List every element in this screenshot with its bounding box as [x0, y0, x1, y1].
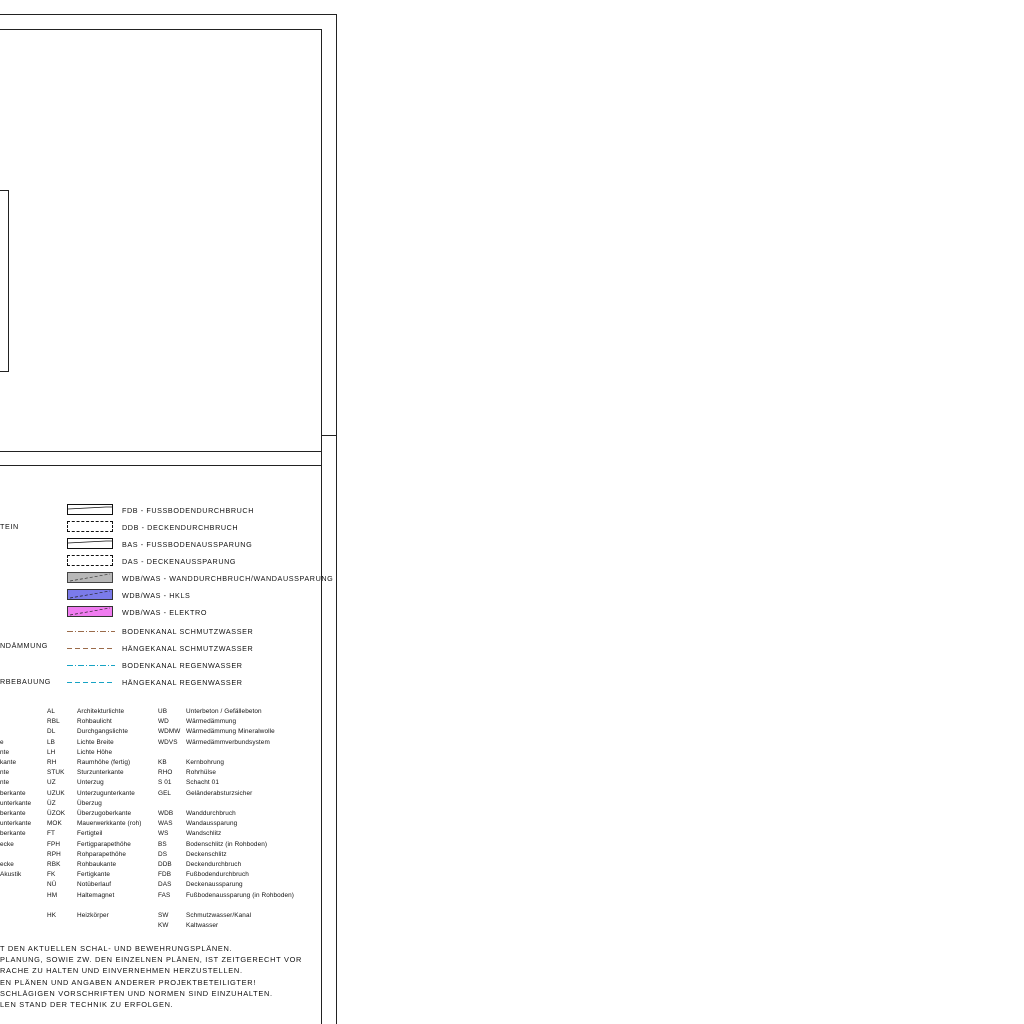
abbr-code: DS	[158, 850, 168, 858]
abbr-text: Sturzunterkante	[77, 769, 124, 777]
abbr-code: KB	[158, 759, 167, 766]
abbr-text: Mauerwerkkante (roh)	[77, 820, 142, 828]
legend-left-fragment: TEIN	[0, 522, 19, 531]
abbr-left-fragment: kante	[0, 759, 17, 766]
note-line: SCHLÄGIGEN VORSCHRIFTEN UND NORMEN SIND EINZUHALTEN.	[0, 989, 273, 998]
abbr-code: WDMW	[158, 728, 181, 736]
legend-label: BODENKANAL REGENWASSER	[122, 661, 243, 670]
abbr-code: WAS	[158, 820, 173, 828]
legend-label: WDB/WAS - ELEKTRO	[122, 608, 208, 617]
abbr-code: HM	[47, 891, 58, 899]
abbr-text: Überzugoberkante	[77, 810, 132, 817]
abbr-text: Fertigteil	[77, 830, 103, 838]
note-line: T DEN AKTUELLEN SCHAL- UND BEWEHRUNGSPLÄNEN.	[0, 944, 233, 953]
abbr-code: WDB	[158, 810, 174, 817]
partial-drawing-box	[0, 190, 9, 372]
legend-label: WDB/WAS - WANDDURCHBRUCH/WANDAUSSPARUNG	[122, 574, 334, 583]
abbr-code: DL	[47, 728, 56, 736]
swatch-diagonal	[68, 590, 112, 599]
legend-left-fragment: NDÄMMUNG	[0, 641, 48, 650]
abbr-code: FK	[47, 871, 56, 879]
swatch-wdb-was	[67, 572, 113, 583]
swatch-hkls	[67, 589, 113, 600]
abbr-code: MOK	[47, 820, 62, 828]
abbr-code: RBL	[47, 718, 60, 726]
note-line: RACHE ZU HALTEN UND EINVERNEHMEN HERZUSTELLEN.	[0, 966, 243, 975]
abbr-code: RBK	[47, 861, 61, 868]
abbr-code: STUK	[47, 769, 65, 777]
abbr-text: Heizkörper	[77, 912, 109, 919]
abbr-code: KW	[158, 922, 169, 930]
abbr-text: Wandaussparung	[186, 820, 238, 828]
abbr-text: Durchgangslichte	[77, 728, 128, 736]
legend-area-top	[0, 465, 322, 466]
legend-label: HÄNGEKANAL SCHMUTZWASSER	[122, 644, 254, 653]
abbr-code: ÜZOK	[47, 810, 66, 817]
legend-label: BAS - FUSSBODENAUSSPARUNG	[122, 540, 253, 549]
abbr-code: UZUK	[47, 789, 65, 797]
abbr-text: Wärmedämmung Mineralwolle	[186, 728, 275, 736]
abbr-text: Unterzug	[77, 779, 104, 787]
abbr-left-fragment: nte	[0, 748, 10, 756]
abbr-left-fragment: berkante	[0, 830, 26, 838]
abbr-code: RPH	[47, 850, 61, 858]
line-haengekanal-schmutzwasser	[67, 647, 115, 650]
legend-left-fragment: RBEBAUUNG	[0, 677, 51, 686]
legend-label: FDB - FUSSBODENDURCHBRUCH	[122, 506, 255, 515]
abbr-code: DAS	[158, 881, 172, 889]
abbr-code: BS	[158, 840, 167, 848]
abbr-code: FPH	[47, 840, 61, 848]
abbr-code: WS	[158, 830, 169, 838]
abbr-code: ÜZ	[47, 799, 56, 807]
abbr-code: HK	[47, 912, 57, 919]
abbr-code: FDB	[158, 871, 172, 879]
abbr-text: Schmutzwasser/Kanal	[186, 912, 252, 919]
abbr-code: AL	[47, 708, 56, 715]
swatch-bas	[67, 538, 113, 549]
abbr-code: SW	[158, 912, 169, 919]
abbr-text: Lichte Breite	[77, 738, 114, 746]
abbr-text: Bodenschlitz (in Rohboden)	[186, 840, 268, 848]
drawing-area-bottom	[0, 451, 322, 452]
legend-label: WDB/WAS - HKLS	[122, 591, 191, 600]
inner-top-border	[0, 29, 322, 30]
abbr-text: Raumhöhe (fertig)	[77, 759, 131, 766]
abbr-text: Unterzugunterkante	[77, 789, 135, 797]
abbr-code: RHO	[158, 769, 173, 777]
abbr-text: Schacht 01	[186, 779, 219, 787]
abbr-left-fragment: berkante	[0, 789, 26, 797]
abbr-code: RH	[47, 759, 57, 766]
abbr-left-fragment: ecke	[0, 861, 14, 868]
abbr-left-fragment: unterkante	[0, 820, 32, 828]
abbr-left-fragment: nte	[0, 779, 10, 787]
abbr-text: Deckendurchbruch	[186, 861, 242, 868]
abbr-left-fragment: unterkante	[0, 799, 32, 807]
abbr-text: Fußbodendurchbruch	[186, 871, 249, 879]
abbr-code: S 01	[158, 779, 172, 787]
abbr-text: Architekturlichte	[77, 708, 125, 715]
abbr-text: Fertigparapethöhe	[77, 840, 131, 848]
abbr-text: Rohparapethöhe	[77, 850, 127, 858]
abbr-left-fragment: ecke	[0, 840, 14, 848]
swatch-bas-corner	[68, 539, 112, 548]
abbr-left-fragment: e	[0, 738, 4, 746]
abbr-text: Geländerabsturzsicher	[186, 789, 253, 797]
swatch-fdb	[67, 504, 113, 515]
title-block-separator	[321, 435, 337, 436]
abbr-code: DDB	[158, 861, 172, 868]
swatch-fdb-corner	[68, 505, 112, 514]
line-bodenkanal-schmutzwasser	[67, 630, 115, 633]
legend-label: DDB - DECKENDURCHBRUCH	[122, 523, 239, 532]
abbr-code: NÜ	[47, 881, 57, 889]
abbr-code: UZ	[47, 779, 56, 787]
note-line: LEN STAND DER TECHNIK ZU ERFOLGEN.	[0, 1000, 174, 1009]
note-line: PLANUNG, SOWIE ZW. DEN EINZELNEN PLÄNEN, IST ZEITGERECHT VOR	[0, 955, 303, 964]
note-line: EN PLÄNEN UND ANGABEN ANDERER PROJEKTBETEILIGTER!	[0, 978, 257, 987]
abbr-text: Kaltwasser	[186, 922, 219, 930]
abbr-text: Rohrhülse	[186, 769, 217, 777]
abbr-text: Wandschlitz	[186, 830, 222, 838]
legend-label: DAS - DECKENAUSSPARUNG	[122, 557, 237, 566]
abbr-text: Überzug	[77, 799, 102, 807]
sheet-right-border	[336, 14, 337, 1024]
abbr-text: Fertigkante	[77, 871, 111, 879]
abbr-code: WD	[158, 718, 169, 726]
line-haengekanal-regenwasser	[67, 681, 115, 684]
legend-label: HÄNGEKANAL REGENWASSER	[122, 678, 243, 687]
abbr-code: FAS	[158, 891, 171, 899]
abbr-code: WDVS	[158, 738, 178, 746]
abbr-text: Kernbohrung	[186, 759, 225, 766]
abbr-text: Rohbaulicht	[77, 718, 112, 726]
abbr-text: Lichte Höhe	[77, 748, 113, 756]
abbr-text: Haltemagnet	[77, 891, 115, 899]
abbr-code: FT	[47, 830, 56, 838]
abbr-text: Fußbodenaussparung (in Rohboden)	[186, 891, 295, 899]
swatch-ddb	[67, 521, 113, 532]
abbr-text: Notüberlauf	[77, 881, 112, 889]
line-bodenkanal-regenwasser	[67, 664, 115, 667]
abbr-text: Unterbeton / Gefällebeton	[186, 708, 262, 715]
abbr-text: Wärmedämmverbundsystem	[186, 738, 270, 746]
sheet-top-border	[0, 14, 337, 15]
abbr-left-fragment: berkante	[0, 810, 26, 817]
legend-label: BODENKANAL SCHMUTZWASSER	[122, 627, 254, 636]
abbr-text: Deckenaussparung	[186, 881, 243, 889]
abbr-code: LH	[47, 748, 56, 756]
abbr-code: GEL	[158, 789, 172, 797]
abbr-left-fragment: nte	[0, 769, 10, 777]
abbr-code: LB	[47, 738, 56, 746]
abbr-text: Wanddurchbruch	[186, 810, 236, 817]
swatch-elektro	[67, 606, 113, 617]
abbr-text: Rohbaukante	[77, 861, 117, 868]
swatch-das	[67, 555, 113, 566]
abbr-left-fragment: Akustik	[0, 871, 22, 879]
abbr-code: UB	[158, 708, 168, 715]
abbr-text: Wärmedämmung	[186, 718, 237, 726]
swatch-diagonal	[68, 607, 112, 616]
inner-right-border	[321, 29, 322, 1024]
swatch-diagonal	[68, 573, 112, 582]
abbr-text: Deckenschlitz	[186, 850, 227, 858]
